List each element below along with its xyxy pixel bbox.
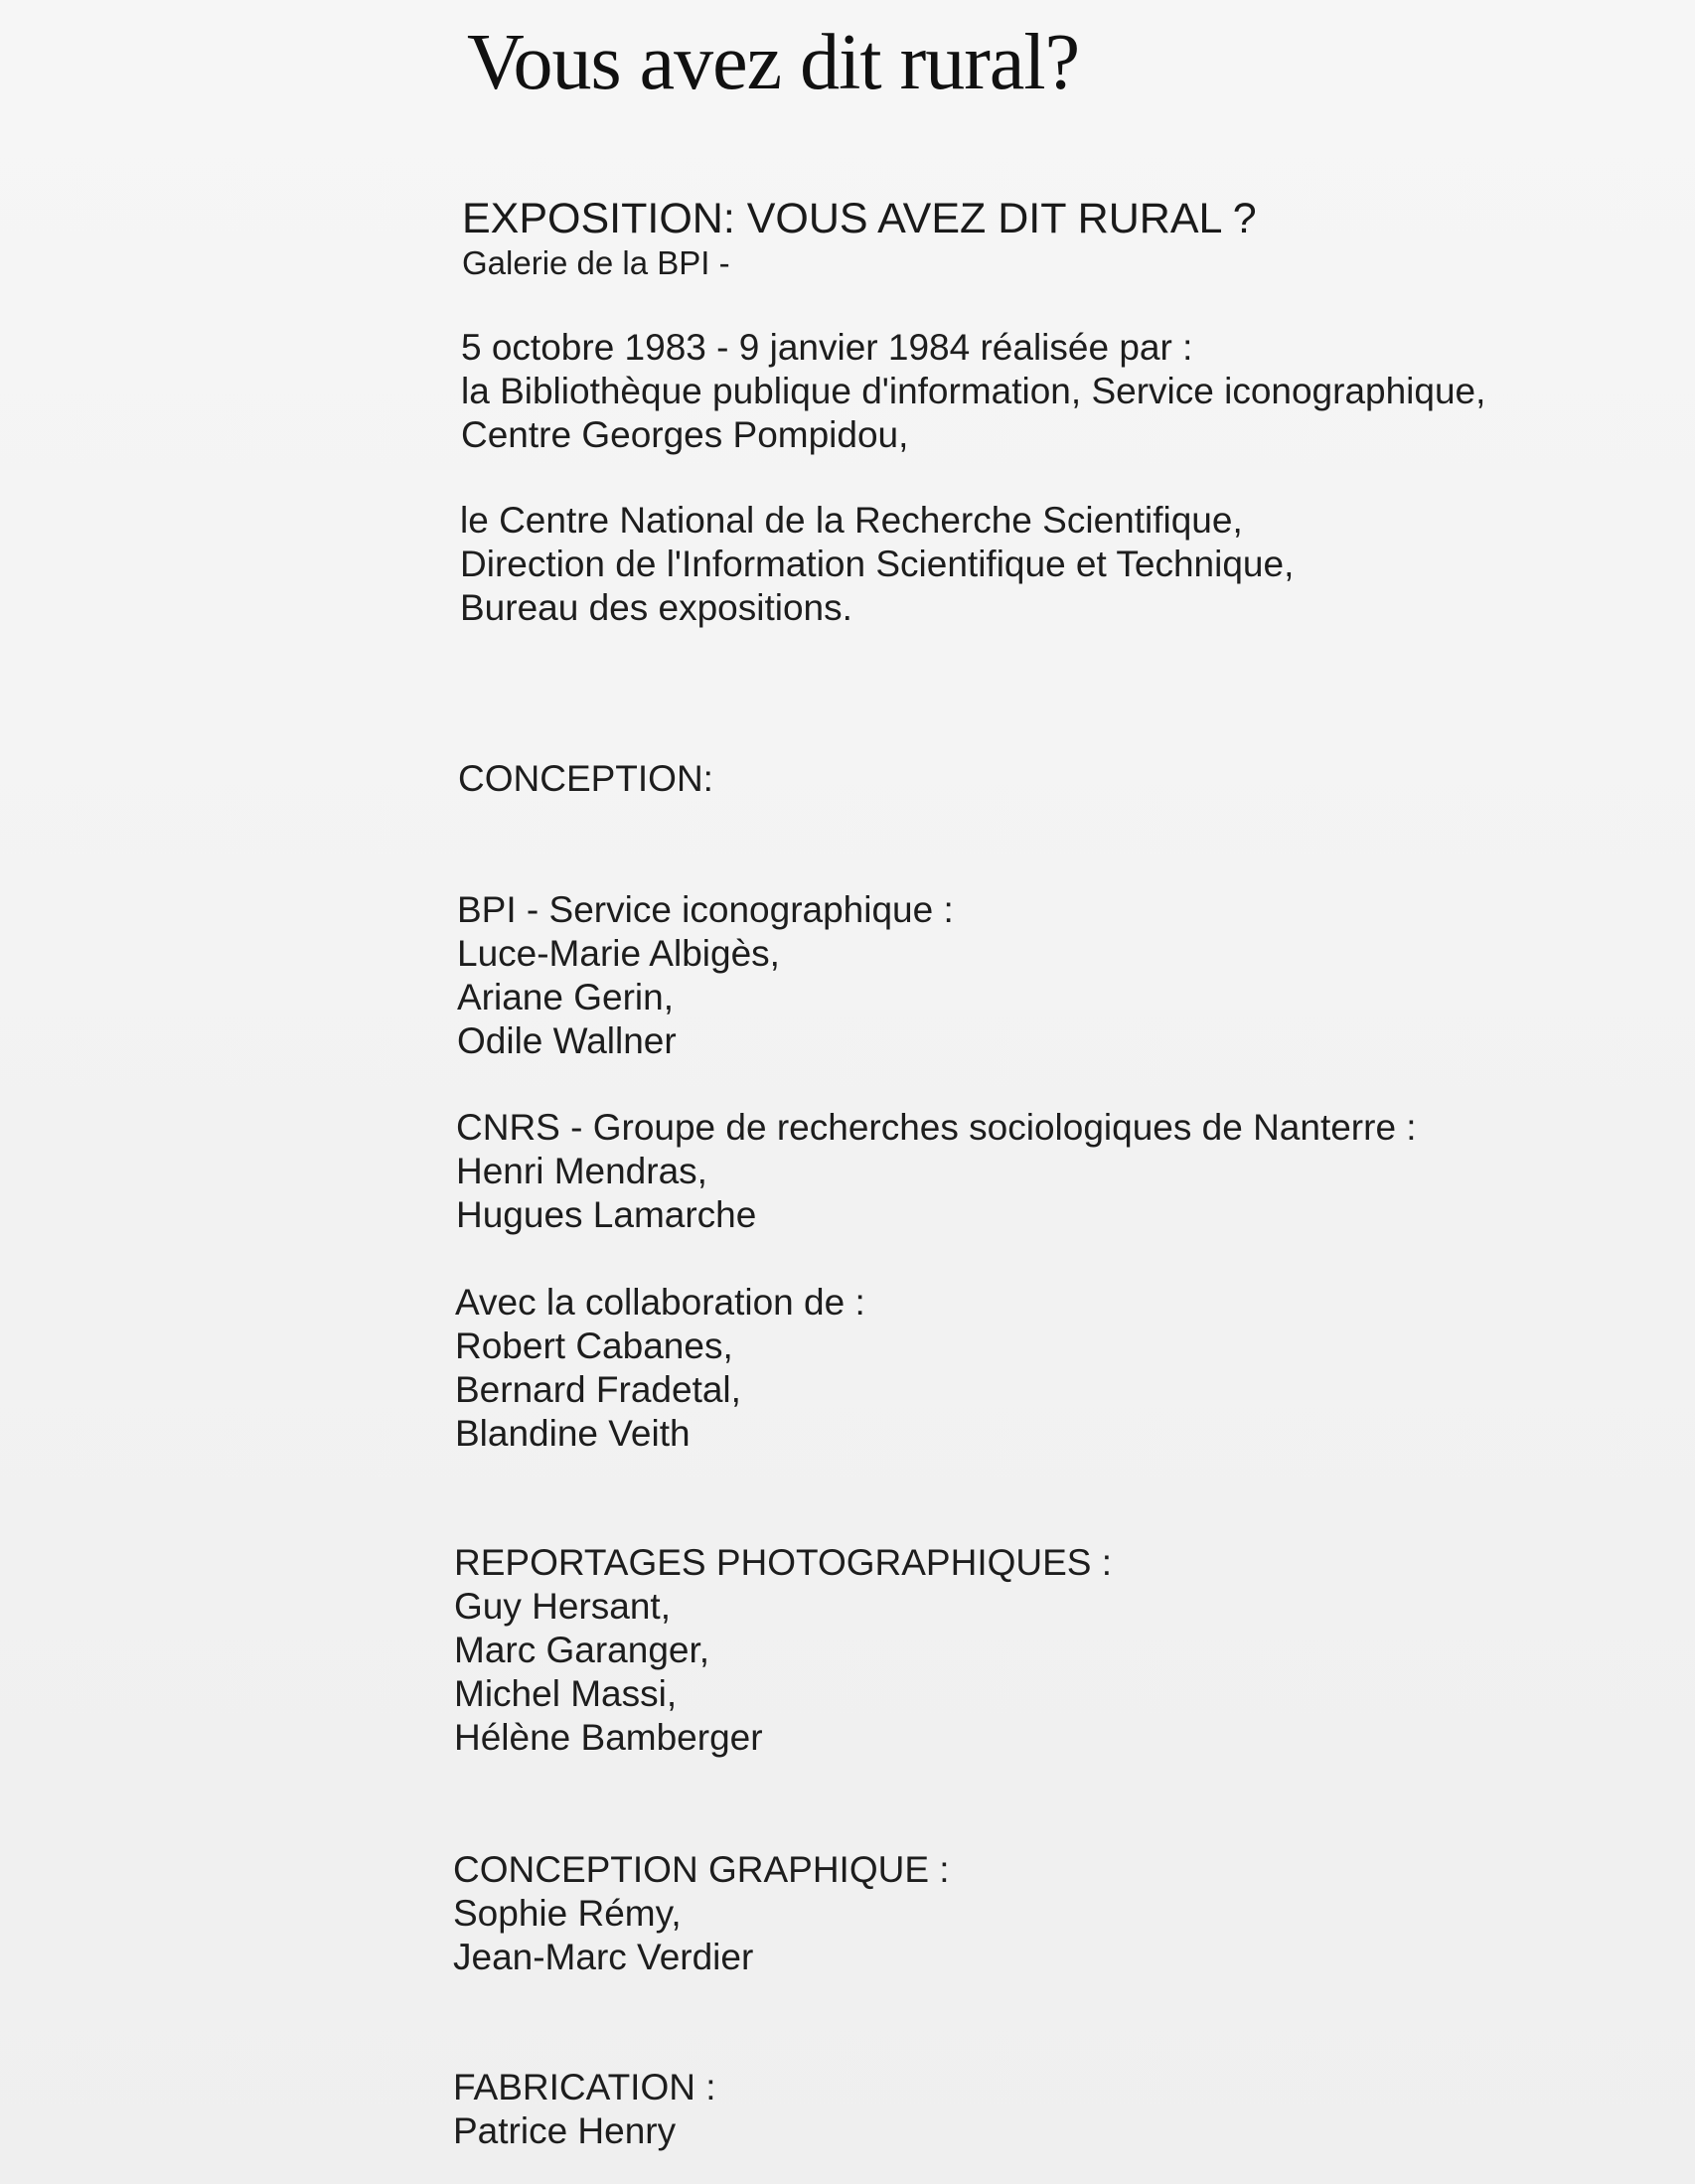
- organizer-line: le Centre National de la Recherche Scientifique,: [460, 500, 1243, 541]
- credit-line: Henri Mendras,: [456, 1151, 707, 1191]
- page-title: Vous avez dit rural?: [467, 19, 1080, 106]
- credit-line: Bernard Fradetal,: [455, 1369, 741, 1410]
- exhibition-heading-block: [462, 194, 1257, 283]
- credit-line: Jean-Marc Verdier: [453, 1937, 754, 1977]
- conception-collaboration-block: [455, 1281, 865, 1456]
- conception-bpi-block: [457, 888, 954, 1063]
- credit-line: Blandine Veith: [455, 1413, 691, 1454]
- fabrication-block: [453, 2066, 716, 2153]
- credit-line: Robert Cabanes,: [455, 1326, 733, 1366]
- conception-cnrs-block: [456, 1106, 1417, 1237]
- credit-line: Hugues Lamarche: [456, 1194, 757, 1235]
- organizer-line: Direction de l'Information Scientifique et Technique,: [460, 544, 1295, 584]
- credit-line: Michel Massi,: [454, 1673, 678, 1714]
- credit-line: Hélène Bamberger: [454, 1717, 763, 1758]
- credit-line: CNRS - Groupe de recherches sociologiques de Nanterre :: [456, 1107, 1417, 1148]
- conception-heading-block: [458, 757, 713, 801]
- credit-line: Guy Hersant,: [454, 1586, 671, 1627]
- section-heading: CONCEPTION:: [458, 758, 713, 799]
- exhibition-dates: 5 octobre 1983 - 9 janvier 1984 réalisée par :: [461, 327, 1193, 368]
- section-heading: REPORTAGES PHOTOGRAPHIQUES :: [454, 1542, 1113, 1583]
- credit-line: BPI - Service iconographique :: [457, 889, 954, 930]
- exhibition-organizers-block: [461, 326, 1485, 457]
- section-heading: FABRICATION :: [453, 2067, 716, 2107]
- graphique-block: [453, 1848, 950, 1979]
- credit-line: Patrice Henry: [453, 2110, 677, 2151]
- credit-line: Marc Garanger,: [454, 1630, 710, 1670]
- organizer-line: Centre Georges Pompidou,: [461, 414, 909, 455]
- reportages-block: [454, 1541, 1112, 1760]
- credit-line: Sophie Rémy,: [453, 1893, 682, 1934]
- exhibition-venue: Galerie de la BPI -: [462, 244, 730, 281]
- exhibition-heading: EXPOSITION: VOUS AVEZ DIT RURAL ?: [462, 195, 1257, 242]
- exhibition-organizer-cnrs-block: [460, 499, 1294, 630]
- credit-line: Ariane Gerin,: [457, 977, 674, 1017]
- credit-line: Odile Wallner: [457, 1020, 677, 1061]
- organizer-line: la Bibliothèque publique d'information, Service iconographique,: [461, 371, 1486, 411]
- credit-line: Avec la collaboration de :: [455, 1282, 865, 1323]
- section-heading: CONCEPTION GRAPHIQUE :: [453, 1849, 950, 1890]
- organizer-line: Bureau des expositions.: [460, 587, 852, 628]
- credit-line: Luce-Marie Albigès,: [457, 933, 780, 974]
